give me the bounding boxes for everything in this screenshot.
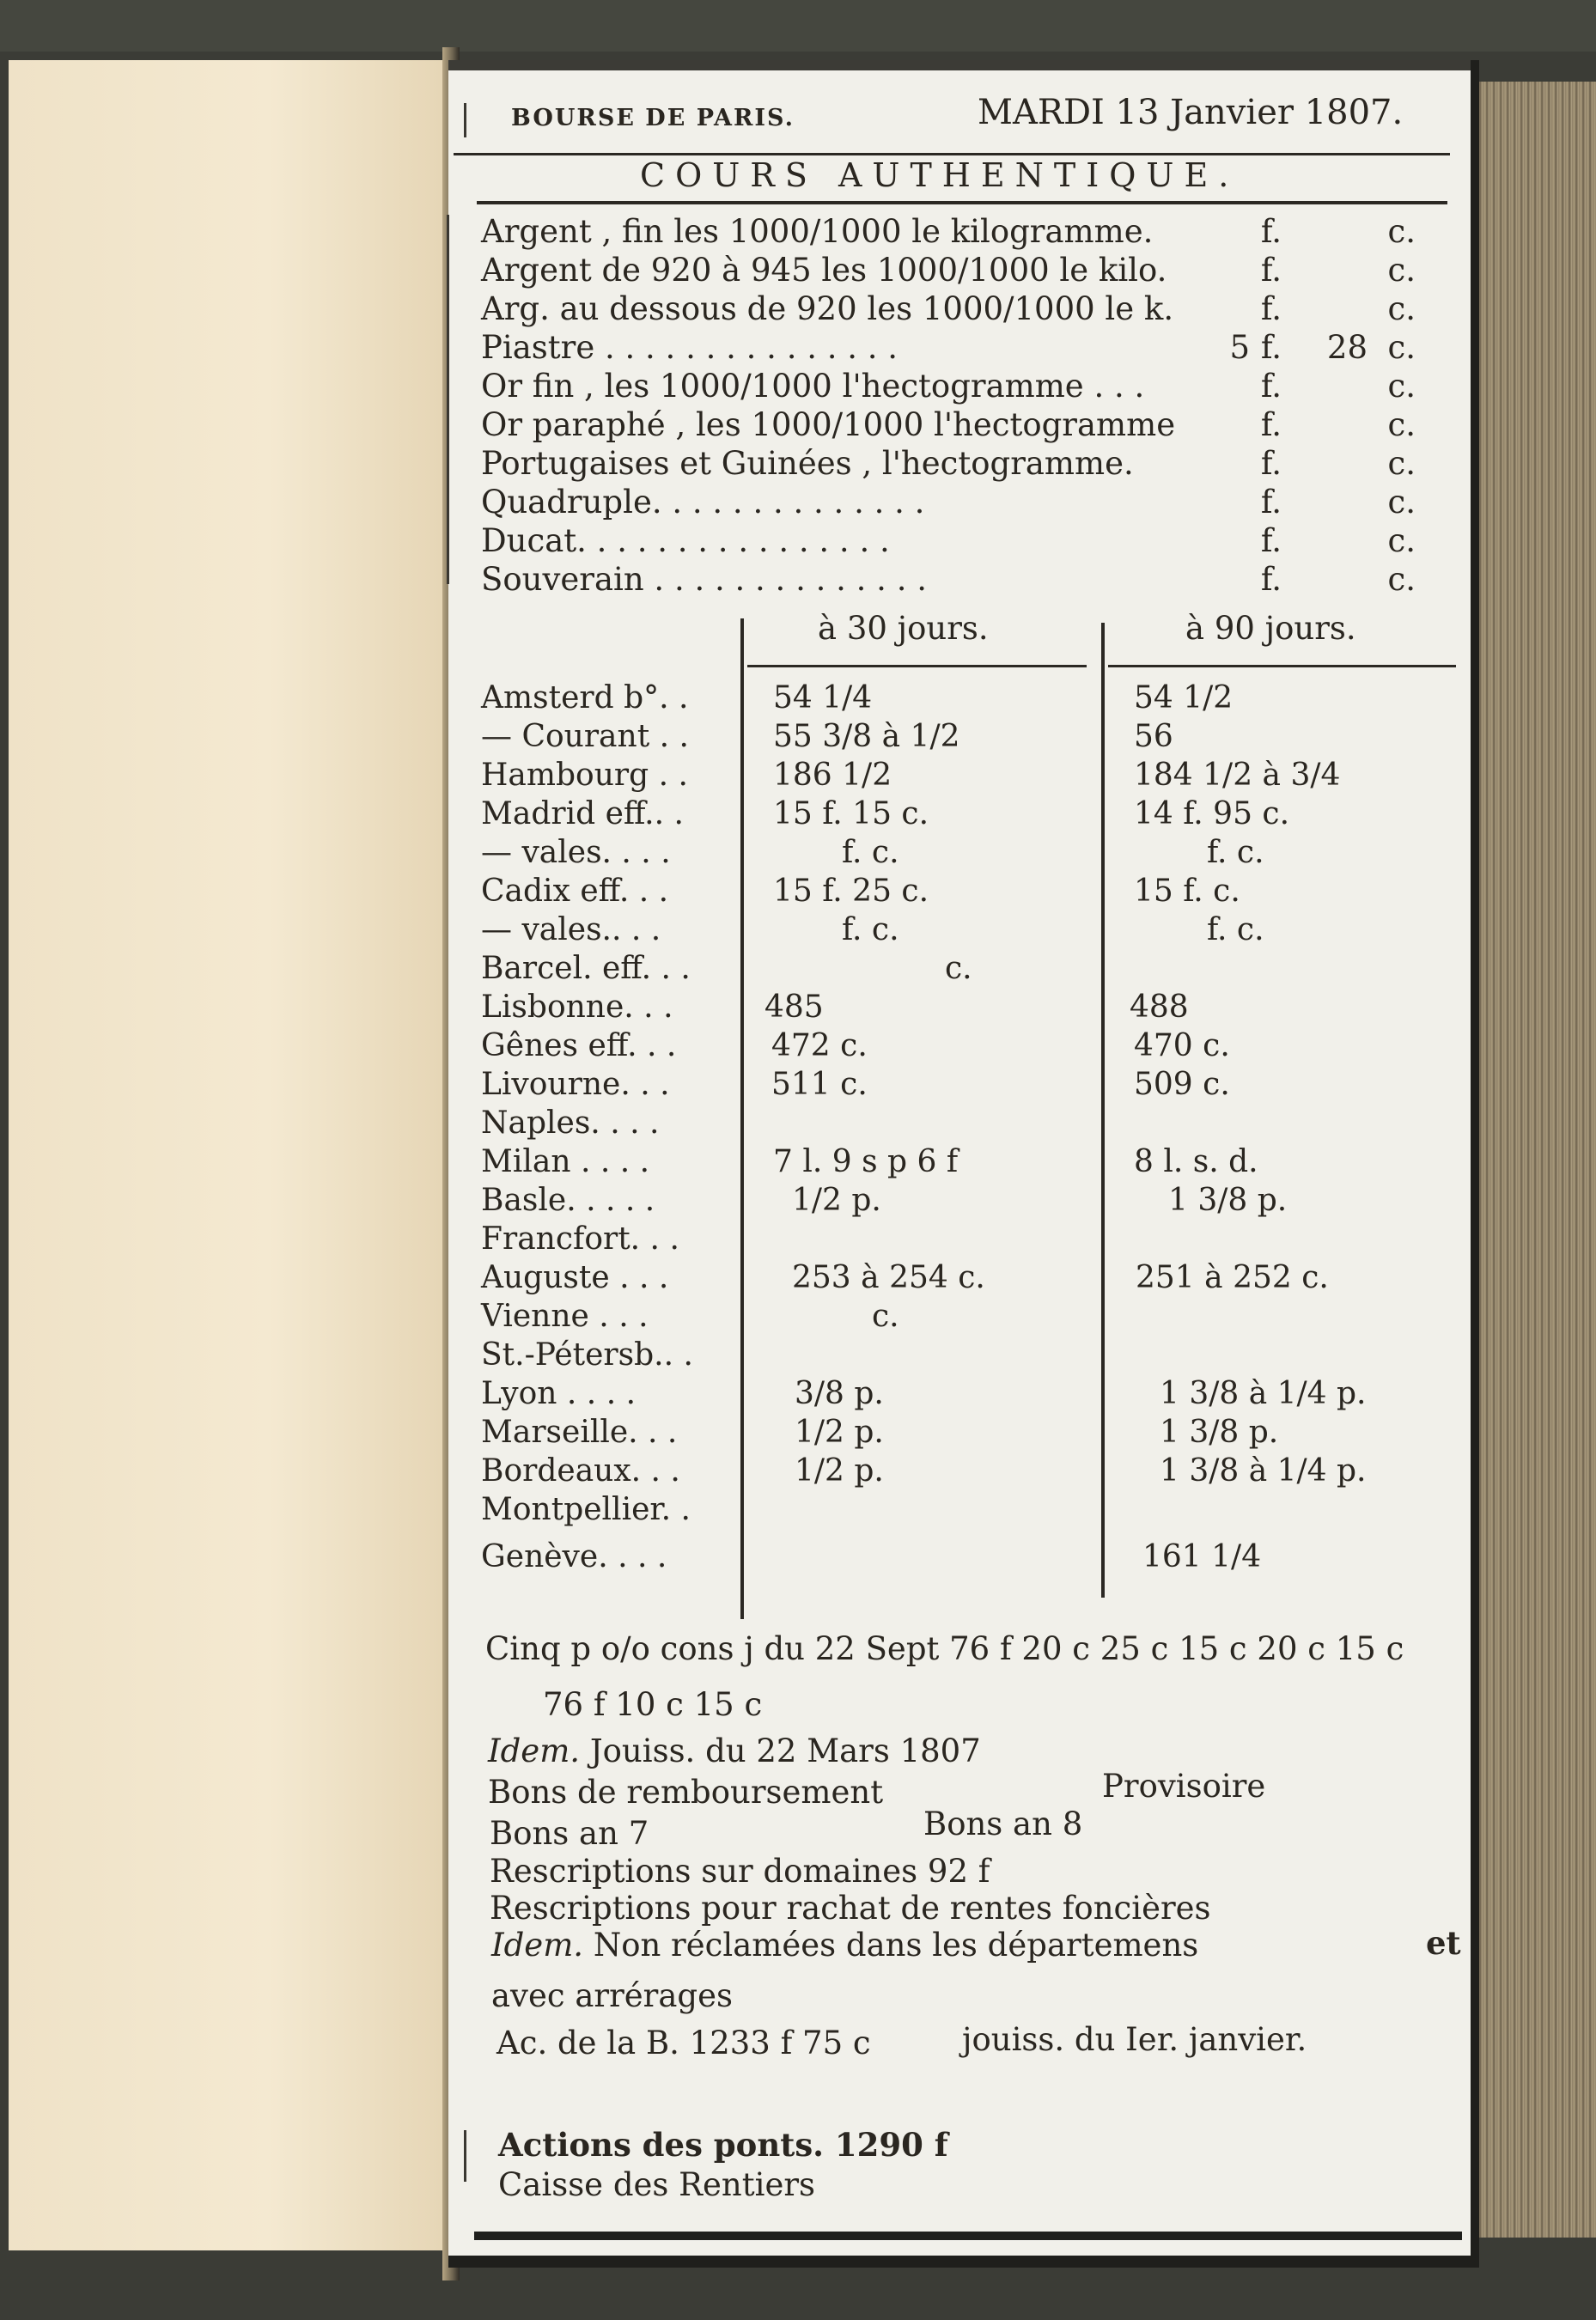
place-label: Bordeaux. . . bbox=[481, 1453, 680, 1489]
metal-franc: f. bbox=[1260, 445, 1282, 482]
actions-banque: Ac. de la B. 1233 f 75 c bbox=[496, 2025, 871, 2061]
table-row bbox=[481, 1260, 1435, 1298]
rate-30-days: 54 1/4 bbox=[773, 680, 873, 715]
rate-30-days: f. c. bbox=[842, 912, 899, 947]
metal-centime-value: 28 bbox=[1326, 329, 1368, 366]
column-header-rule bbox=[1108, 665, 1456, 667]
table-row bbox=[481, 758, 1435, 795]
place-label: Lyon . . . . bbox=[481, 1376, 637, 1411]
metal-label: Arg. au dessous de 920 les 1000/1000 le k. bbox=[481, 290, 1174, 327]
page-title: COURS AUTHENTIQUE. bbox=[640, 156, 1240, 194]
idem2-text: Non réclamées dans les départemens bbox=[593, 1927, 1199, 1964]
jouissance-janvier: jouiss. du Ier. janvier. bbox=[962, 2021, 1307, 2058]
et-word: et bbox=[1426, 1924, 1461, 1962]
rate-90-days: 1 3/8 p. bbox=[1168, 1183, 1288, 1218]
metal-label: Quadruple. . . . . . . . . . . . . . bbox=[481, 484, 925, 521]
table-row bbox=[481, 719, 1435, 757]
metal-row bbox=[481, 522, 1435, 560]
table-row bbox=[481, 1453, 1435, 1491]
rate-90-days: f. c. bbox=[1207, 912, 1264, 947]
place-label: Lisbonne. . . bbox=[481, 990, 673, 1025]
sheet-bottom-rule bbox=[474, 2232, 1462, 2240]
rate-30-days: 15 f. 15 c. bbox=[773, 796, 929, 831]
place-label: Amsterd b°. . bbox=[481, 680, 689, 715]
book-page-edges bbox=[1473, 82, 1596, 2238]
table-row bbox=[481, 1183, 1435, 1221]
rate-90-days: 488 bbox=[1130, 990, 1189, 1025]
rate-90-days: 470 c. bbox=[1134, 1028, 1230, 1063]
metal-franc: f. bbox=[1260, 522, 1282, 559]
metal-franc: f. bbox=[1260, 368, 1282, 405]
background-top bbox=[0, 0, 1596, 52]
place-label: Marseille. . . bbox=[481, 1415, 678, 1450]
place-label: Gênes eff. . . bbox=[481, 1028, 677, 1063]
actions-ponts: Actions des ponts. 1290 f bbox=[498, 2126, 948, 2164]
table-row bbox=[481, 1028, 1435, 1066]
bons-an-8: Bons an 8 bbox=[923, 1805, 1083, 1842]
idem-label: Idem. bbox=[488, 1732, 581, 1769]
table-row bbox=[481, 1144, 1435, 1182]
rate-30-days: 511 c. bbox=[771, 1067, 868, 1102]
metal-label: Portugaises et Guinées , l'hectogramme. bbox=[481, 445, 1134, 482]
header-date: MARDI 13 Janvier 1807. bbox=[978, 93, 1404, 132]
place-label: Vienne . . . bbox=[481, 1299, 649, 1334]
table-row bbox=[481, 1492, 1435, 1530]
place-label: Francfort. . . bbox=[481, 1221, 679, 1257]
rate-90-days: 54 1/2 bbox=[1134, 680, 1234, 715]
sheet-top-border bbox=[448, 60, 1471, 70]
idem-jouissance bbox=[488, 1732, 981, 1769]
metal-centime: c. bbox=[1387, 522, 1416, 559]
idem-non-reclamees bbox=[491, 1927, 1198, 1964]
rate-30-days: 3/8 p. bbox=[795, 1376, 884, 1411]
table-row bbox=[481, 990, 1435, 1027]
rate-90-days: 251 à 252 c. bbox=[1136, 1260, 1329, 1295]
rate-90-days: 14 f. 95 c. bbox=[1134, 796, 1290, 831]
table-row bbox=[481, 912, 1435, 950]
metal-franc: f. bbox=[1260, 484, 1282, 521]
rate-30-days: 15 f. 25 c. bbox=[773, 874, 929, 909]
margin-mark bbox=[447, 215, 449, 584]
rate-30-days: f. c. bbox=[842, 835, 899, 870]
place-label: Milan . . . . bbox=[481, 1144, 650, 1179]
table-row bbox=[481, 1376, 1435, 1414]
caisse-rentiers: Caisse des Rentiers bbox=[498, 2166, 816, 2203]
place-label: — vales. . . . bbox=[481, 835, 671, 870]
bons-an-7: Bons an 7 bbox=[490, 1815, 649, 1852]
metal-label: Piastre . . . . . . . . . . . . . . . bbox=[481, 329, 899, 366]
table-row bbox=[481, 1105, 1435, 1143]
table-row bbox=[481, 1337, 1435, 1375]
metal-centime: c. bbox=[1387, 368, 1416, 405]
metal-centime: c. bbox=[1387, 445, 1416, 482]
bons-remboursement: Bons de remboursement bbox=[488, 1774, 884, 1811]
metal-label: Or fin , les 1000/1000 l'hectogramme . . . bbox=[481, 368, 1145, 405]
metal-franc-value: 5 bbox=[1229, 329, 1250, 366]
rate-30-days: c. bbox=[872, 1299, 899, 1334]
place-label: — vales.. . . bbox=[481, 912, 661, 947]
place-label: St.-Pétersb.. . bbox=[481, 1337, 693, 1373]
metal-centime: c. bbox=[1387, 252, 1416, 289]
metal-franc: f. bbox=[1260, 406, 1282, 443]
metal-centime: c. bbox=[1387, 329, 1416, 366]
place-label: Hambourg . . bbox=[481, 758, 688, 793]
table-row bbox=[481, 1067, 1435, 1105]
header-rule bbox=[454, 153, 1450, 155]
rate-30-days: 472 c. bbox=[771, 1028, 868, 1063]
rate-90-days: 1 3/8 p. bbox=[1160, 1415, 1279, 1450]
metal-row bbox=[481, 290, 1435, 328]
metal-centime: c. bbox=[1387, 213, 1416, 250]
header-bourse: BOURSE DE PARIS. bbox=[511, 105, 795, 131]
rate-30-days: c. bbox=[945, 951, 972, 986]
place-label: Basle. . . . . bbox=[481, 1183, 655, 1218]
metal-centime: c. bbox=[1387, 561, 1416, 598]
place-label: Livourne. . . bbox=[481, 1067, 670, 1102]
rate-30-days: 186 1/2 bbox=[773, 758, 892, 793]
table-row bbox=[481, 680, 1435, 718]
metal-label: Ducat. . . . . . . . . . . . . . . . bbox=[481, 522, 890, 559]
place-label: Montpellier. . bbox=[481, 1492, 691, 1527]
place-label: — Courant . . bbox=[481, 719, 689, 754]
metal-row bbox=[481, 329, 1435, 367]
metal-centime: c. bbox=[1387, 290, 1416, 327]
blank-left-page bbox=[9, 60, 444, 2250]
column-header-90-days: à 90 jours. bbox=[1185, 610, 1356, 647]
metal-label: Argent de 920 à 945 les 1000/1000 le kilo. bbox=[481, 252, 1167, 289]
metal-centime: c. bbox=[1387, 484, 1416, 521]
rate-90-days: f. c. bbox=[1207, 835, 1264, 870]
provisoire: Provisoire bbox=[1102, 1768, 1266, 1805]
table-row bbox=[481, 1415, 1435, 1452]
margin-mark bbox=[464, 103, 466, 137]
rescriptions-domaines: Rescriptions sur domaines 92 f bbox=[490, 1853, 990, 1890]
rate-30-days: 1/2 p. bbox=[795, 1453, 884, 1489]
table-row bbox=[481, 1539, 1435, 1577]
metal-franc: f. bbox=[1260, 329, 1282, 366]
column-header-rule bbox=[747, 665, 1087, 667]
metal-row bbox=[481, 561, 1435, 599]
place-label: Auguste . . . bbox=[481, 1260, 669, 1295]
place-label: Genève. . . . bbox=[481, 1539, 667, 1574]
metal-franc: f. bbox=[1260, 213, 1282, 250]
place-label: Naples. . . . bbox=[481, 1105, 660, 1141]
place-label: Barcel. eff. . . bbox=[481, 951, 691, 986]
column-header-30-days: à 30 jours. bbox=[818, 610, 989, 647]
cinq-pour-cent-line: Cinq p o/o cons j du 22 Sept 76 f 20 c 25 c 15 c 20 c 15 c bbox=[485, 1630, 1404, 1667]
idem-text: Jouiss. du 22 Mars 1807 bbox=[589, 1732, 981, 1769]
metal-franc: f. bbox=[1260, 252, 1282, 289]
avec-arrerages: avec arrérages bbox=[491, 1977, 733, 2014]
table-row bbox=[481, 796, 1435, 834]
rate-90-days: 161 1/4 bbox=[1142, 1539, 1262, 1574]
rate-30-days: 253 à 254 c. bbox=[792, 1260, 985, 1295]
table-row bbox=[481, 1299, 1435, 1337]
metal-row bbox=[481, 213, 1435, 251]
place-label: Madrid eff.. . bbox=[481, 796, 684, 831]
metal-label: Or paraphé , les 1000/1000 l'hectogramme bbox=[481, 406, 1176, 443]
place-label: Cadix eff. . . bbox=[481, 874, 669, 909]
cinq-pour-cent-line-2: 76 f 10 c 15 c bbox=[543, 1686, 763, 1723]
rate-30-days: 7 l. 9 s p 6 f bbox=[773, 1144, 959, 1179]
rate-30-days: 55 3/8 à 1/2 bbox=[773, 719, 960, 754]
rescriptions-rachat: Rescriptions pour rachat de rentes foncières bbox=[490, 1890, 1211, 1927]
table-row bbox=[481, 874, 1435, 911]
rate-90-days: 8 l. s. d. bbox=[1134, 1144, 1258, 1179]
metal-row bbox=[481, 368, 1435, 405]
metal-row bbox=[481, 252, 1435, 289]
metal-franc: f. bbox=[1260, 290, 1282, 327]
metal-label: Souverain . . . . . . . . . . . . . . bbox=[481, 561, 927, 598]
idem2-label: Idem. bbox=[491, 1927, 584, 1964]
metal-row bbox=[481, 406, 1435, 444]
rate-90-days: 56 bbox=[1134, 719, 1173, 754]
table-row bbox=[481, 951, 1435, 989]
rate-90-days: 1 3/8 à 1/4 p. bbox=[1160, 1376, 1367, 1411]
margin-mark bbox=[464, 2130, 466, 2182]
rate-90-days: 509 c. bbox=[1134, 1067, 1230, 1102]
title-rule bbox=[477, 201, 1447, 204]
metal-row bbox=[481, 484, 1435, 521]
rate-30-days: 485 bbox=[764, 990, 824, 1025]
rate-90-days: 1 3/8 à 1/4 p. bbox=[1160, 1453, 1367, 1489]
metal-row bbox=[481, 445, 1435, 483]
metal-label: Argent , fin les 1000/1000 le kilogramme. bbox=[481, 213, 1154, 250]
table-row bbox=[481, 835, 1435, 873]
rate-90-days: 184 1/2 à 3/4 bbox=[1134, 758, 1341, 793]
rate-30-days: 1/2 p. bbox=[792, 1183, 881, 1218]
table-row bbox=[481, 1221, 1435, 1259]
rate-30-days: 1/2 p. bbox=[795, 1415, 884, 1450]
metal-franc: f. bbox=[1260, 561, 1282, 598]
metal-centime: c. bbox=[1387, 406, 1416, 443]
rate-90-days: 15 f. c. bbox=[1134, 874, 1240, 909]
